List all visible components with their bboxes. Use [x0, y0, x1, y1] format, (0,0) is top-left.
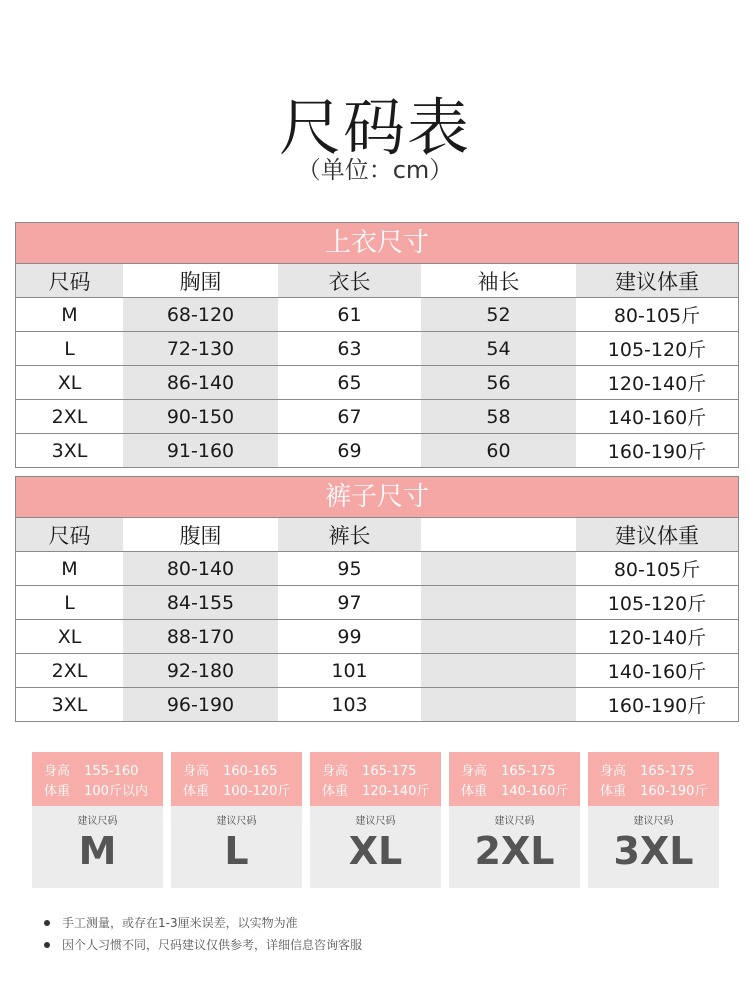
recommend-card-xl	[310, 752, 441, 888]
card-body-info	[310, 752, 441, 806]
sleeve-cell: 56	[421, 366, 576, 399]
weight-cell: 105-120斤	[576, 586, 738, 619]
waist-cell: 88-170	[123, 620, 278, 653]
empty-cell	[421, 688, 576, 721]
recommended-size: XL	[348, 829, 403, 873]
header-waist: 腹围	[123, 518, 278, 551]
recommend-label: 建议尺码	[494, 816, 535, 827]
header-length: 衣长	[278, 264, 421, 297]
pants-table-band: 裤子尺寸	[16, 477, 738, 517]
size-cell: M	[16, 298, 123, 331]
pant-length-cell: 97	[278, 586, 421, 619]
weight-value: 100-120斤	[223, 784, 291, 799]
recommended-size: 3XL	[613, 829, 694, 873]
table-row	[16, 687, 738, 721]
size-cell: 3XL	[16, 688, 123, 721]
table-row	[16, 551, 738, 585]
weight-value: 140-160斤	[501, 784, 569, 799]
recommend-card-l	[171, 752, 302, 888]
recommend-label: 建议尺码	[355, 816, 396, 827]
header-sleeve: 袖长	[421, 264, 576, 297]
weight-cell: 120-140斤	[576, 366, 738, 399]
recommend-card-2xl	[449, 752, 580, 888]
header-pant-length: 裤长	[278, 518, 421, 551]
note-text: 手工测量，或存在1-3厘米误差，以实物为准	[62, 916, 298, 930]
chest-cell: 68-120	[123, 298, 278, 331]
tops-size-table	[15, 222, 739, 468]
card-body-info	[449, 752, 580, 806]
tops-header-row	[16, 263, 738, 297]
height-value: 155-160	[84, 764, 139, 779]
weight-label: 体重	[322, 784, 349, 799]
table-row	[16, 585, 738, 619]
size-cell: XL	[16, 620, 123, 653]
note-item	[44, 934, 362, 956]
note-item	[44, 912, 362, 934]
length-cell: 69	[278, 434, 421, 467]
length-cell: 63	[278, 332, 421, 365]
pant-length-cell: 101	[278, 654, 421, 687]
height-value: 165-175	[362, 764, 417, 779]
header-size: 尺码	[16, 264, 123, 297]
weight-cell: 80-105斤	[576, 552, 738, 585]
table-row	[16, 365, 738, 399]
length-cell: 67	[278, 400, 421, 433]
sleeve-cell: 58	[421, 400, 576, 433]
sleeve-cell: 60	[421, 434, 576, 467]
size-cell: L	[16, 586, 123, 619]
table-row	[16, 433, 738, 467]
empty-cell	[421, 620, 576, 653]
weight-label: 体重	[44, 784, 71, 799]
sleeve-cell: 52	[421, 298, 576, 331]
recommended-size: 2XL	[474, 829, 555, 873]
weight-cell: 140-160斤	[576, 654, 738, 687]
height-label: 身高	[44, 764, 71, 779]
empty-cell	[421, 552, 576, 585]
tops-table-band: 上衣尺寸	[16, 223, 738, 263]
table-row	[16, 399, 738, 433]
header-weight: 建议体重	[576, 264, 738, 297]
pants-size-table	[15, 476, 739, 722]
pant-length-cell: 103	[278, 688, 421, 721]
card-body-info	[171, 752, 302, 806]
weight-cell: 160-190斤	[576, 688, 738, 721]
pant-length-cell: 99	[278, 620, 421, 653]
size-cell: XL	[16, 366, 123, 399]
page-title: 尺码表	[278, 91, 471, 164]
table-row	[16, 619, 738, 653]
size-cell: L	[16, 332, 123, 365]
chest-cell: 86-140	[123, 366, 278, 399]
height-value: 165-175	[501, 764, 556, 779]
bullet-dot-icon	[44, 942, 50, 948]
table-row	[16, 653, 738, 687]
header-empty	[421, 518, 576, 551]
size-recommendation-cards	[32, 752, 720, 888]
pant-length-cell: 95	[278, 552, 421, 585]
weight-value: 120-140斤	[362, 784, 430, 799]
weight-cell: 105-120斤	[576, 332, 738, 365]
chest-cell: 72-130	[123, 332, 278, 365]
height-label: 身高	[322, 764, 349, 779]
weight-label: 体重	[461, 784, 488, 799]
recommended-size: L	[224, 829, 249, 873]
weight-cell: 160-190斤	[576, 434, 738, 467]
height-value: 160-165	[223, 764, 278, 779]
height-label: 身高	[461, 764, 488, 779]
weight-cell: 140-160斤	[576, 400, 738, 433]
recommend-card-3xl	[588, 752, 719, 888]
recommend-label: 建议尺码	[77, 816, 118, 827]
size-cell: M	[16, 552, 123, 585]
notes-list	[44, 912, 362, 956]
recommend-card-m	[32, 752, 163, 888]
weight-value: 100斤以内	[84, 784, 148, 799]
sleeve-cell: 54	[421, 332, 576, 365]
note-text: 因个人习惯不同，尺码建议仅供参考，详细信息咨询客服	[62, 938, 363, 952]
height-label: 身高	[600, 764, 627, 779]
recommend-label: 建议尺码	[216, 816, 257, 827]
weight-cell: 120-140斤	[576, 620, 738, 653]
recommended-size: M	[78, 829, 117, 873]
bullet-dot-icon	[44, 920, 50, 926]
unit-subtitle: （单位：cm）	[296, 156, 454, 184]
waist-cell: 80-140	[123, 552, 278, 585]
waist-cell: 84-155	[123, 586, 278, 619]
size-cell: 3XL	[16, 434, 123, 467]
header-weight: 建议体重	[576, 518, 738, 551]
waist-cell: 96-190	[123, 688, 278, 721]
waist-cell: 92-180	[123, 654, 278, 687]
height-label: 身高	[183, 764, 210, 779]
size-cell: 2XL	[16, 400, 123, 433]
weight-value: 160-190斤	[640, 784, 708, 799]
weight-label: 体重	[183, 784, 210, 799]
size-cell: 2XL	[16, 654, 123, 687]
pants-header-row	[16, 517, 738, 551]
card-body-info	[32, 752, 163, 806]
empty-cell	[421, 586, 576, 619]
length-cell: 61	[278, 298, 421, 331]
recommend-label: 建议尺码	[633, 816, 674, 827]
header-size: 尺码	[16, 518, 123, 551]
weight-label: 体重	[600, 784, 627, 799]
chest-cell: 91-160	[123, 434, 278, 467]
empty-cell	[421, 654, 576, 687]
weight-cell: 80-105斤	[576, 298, 738, 331]
card-body-info	[588, 752, 719, 806]
table-row	[16, 297, 738, 331]
table-row	[16, 331, 738, 365]
length-cell: 65	[278, 366, 421, 399]
height-value: 165-175	[640, 764, 695, 779]
chest-cell: 90-150	[123, 400, 278, 433]
header-chest: 胸围	[123, 264, 278, 297]
